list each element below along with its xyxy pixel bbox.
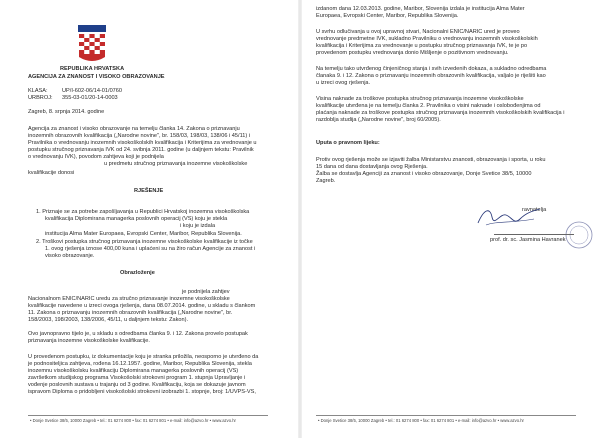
reasoning-title: Obrazloženje <box>120 270 155 276</box>
header-agency: AGENCIJA ZA ZNANOST I VISOKO OBRAZOVANJE <box>28 74 165 80</box>
intro-line: o vrednovanju IVK), povodom zahtjeva koji je podnijela <box>28 154 164 160</box>
decision-item-line: i koju je izdala <box>180 223 216 229</box>
paragraph-line: Visina naknade za troškove postupka stručnog priznavanja inozemne visokoškolske <box>316 96 524 102</box>
intro-line: Pravilnika o vrednovanju inozemnih visokoškolskih kvalifikacija i Kriterijima za vrednovanje u <box>28 140 257 146</box>
legal-remedy-title: Uputa o pravnom lijeku: <box>316 140 380 146</box>
paragraph-line: članaka 9. i 12. Zakona o priznavanju inozemnih obrazovnih kvalifikacija, valjalo je riješiti kao <box>316 73 546 79</box>
paragraph-line: kvalifikacije utvrđena je na temelju članka 2. Pravilnika o visini naknade i oslobođenjima od <box>316 103 541 109</box>
paragraph-line: kvalifikacija i Kriterijima za vrednovanje u postupku stručnog priznavanja IVK, te je po <box>316 43 528 49</box>
footer-divider <box>316 415 576 416</box>
footer-divider <box>28 415 268 416</box>
legal-remedy-line: Protiv ovog rješenja može se izjaviti žalba Ministarstvu znanosti, obrazovanja i sporta, u roku <box>316 157 546 163</box>
reasoning-line: Nacionalnom ENIC/NARIC uredu za stručno priznavanje inozemne visokoškolske <box>28 296 230 302</box>
signatory-name: prof. dr. sc. Jasmina Havranek <box>490 237 566 243</box>
decision-item-line: 2. Troškovi postupka stručnog priznavanja inozemne visokoškolske kvalifikacije iz točke <box>36 239 253 245</box>
croatian-coat-of-arms-icon <box>74 24 110 64</box>
page-two <box>304 0 600 438</box>
page-one <box>0 0 296 438</box>
page-footer: • Donje Svetice 38/5, 10000 Zagreb • tel.: 01 6274 800 • fax: 01 6274 801 • e-mail: info@azvo.hr • www.azvo.hr <box>318 418 524 423</box>
reasoning-line: 11. Zakona o priznavanju inozemnih obrazovnih kvalifikacija („Narodne novine", br. <box>28 310 233 316</box>
reasoning-line: 158/2003, 198/2003, 138/2006, 45/11, u daljnjem tekstu: Zakon). <box>28 317 189 323</box>
reasoning-line: inozemnu visokoškolsku kvalifikaciju Diplomirana managerka poslovnih operacij (VS) <box>28 368 239 374</box>
decision-item-line: kvalifikacija Diplomirana managerka poslovnih operacij (VS) koju je stekla <box>45 216 228 222</box>
reasoning-line: kvalifikacije navedene u izreci ovoga rješenja, dana 08.07.2014. godine, u skladu s člankom <box>28 303 256 309</box>
paragraph-line: u izreci ovog rješenja. <box>316 80 371 86</box>
paragraph-line: Europaea, Evropski Center, Maribor, Republika Slovenija. <box>316 13 459 19</box>
paragraph-line: izdanom dana 12.03.2013. godine, Maribor, Slovenija izdala je institucija Alma Mater <box>316 6 525 12</box>
klasa-label: KLASA: <box>28 88 48 94</box>
reasoning-line: ispravom Diploma o pridobljeni visokošolski strokovni izobrazbi 1. stopnje, broj: 1/UVPS-VS, <box>28 389 256 395</box>
intro-line: kvalifikacije donosi <box>28 170 75 176</box>
agency-stamp-icon <box>564 220 594 250</box>
reasoning-line: je podnijela zahtjev <box>182 289 230 295</box>
header-republic: REPUBLIKA HRVATSKA <box>60 66 125 72</box>
reasoning-line: vođenje poslovnih sustava u trajanju od 3 godine. Kvalifikaciju, koja se dokazuje javnom <box>28 382 246 388</box>
urbroj-value: 355-03-01/20-14-0003 <box>62 95 118 101</box>
intro-line: inozemnih obrazovnih kvalifikacija („Narodne novine", br. 158/03, 198/03, 138/06 i 45/11) i <box>28 133 251 139</box>
decision-title: RJEŠENJE <box>134 188 164 194</box>
reasoning-line: završetkom studijskog programa Visokošolski strokovni program 1. stupnja Upravljanje i <box>28 375 246 381</box>
page-footer: • Donje Svetice 38/5, 10000 Zagreb • tel.: 01 6274 800 • fax: 01 6274 801 • e-mail: info@azvo.hr • www.azvo.hr <box>30 418 236 423</box>
reasoning-line: Ovo javnopravno tijelo je, u skladu s odredbama članka 9. i 12. Zakona provelo postupak <box>28 331 248 337</box>
urbroj-label: URBROJ: <box>28 95 53 101</box>
legal-remedy-line: Zagreb. <box>316 178 336 184</box>
legal-remedy-line: 15 dana od dana dostavljanja ovog Rješenja. <box>316 164 428 170</box>
decision-item-line: 1. ovog rješenja iznose 400,00 kuna i uplaćeni su na žiro račun Agencije za znanost i <box>45 246 256 252</box>
klasa-value: UP/I-602-06/14-01/0760 <box>62 88 123 94</box>
handwritten-signature-icon <box>474 203 547 231</box>
intro-line: postupku stručnog priznavanja IVK od 24. svibnja 2011. godine (u daljnjem tekstu: Pravilnik <box>28 147 254 153</box>
paragraph-line: Na temelju tako utvrđenog činjeničnog stanja i svih izvedenih dokaza, a sukladno odredbama <box>316 66 547 72</box>
decision-item-line: 1. Priznaje se za potrebe zapošljavanja u Republici Hrvatskoj inozemna visokoškolska <box>36 209 250 215</box>
signature-role: ravnatelja <box>522 207 547 213</box>
document-date: Zagreb, 8. srpnja 2014. godine <box>28 109 105 115</box>
decision-item-line: institucija Alma Mater Europaea, Evropski Center, Maribor, Republika Slovenija. <box>45 231 242 237</box>
paragraph-line: plaćanja naknade za troškove postupka stručnog priznavanja inozemnih visokoškolskih kvalifikacija i <box>316 110 565 116</box>
signature-line <box>494 234 574 235</box>
reasoning-line: priznavanja inozemne visokoškolske kvalifikacije. <box>28 338 150 344</box>
page-gutter <box>298 0 302 438</box>
paragraph-line: provedenom postupku vrednovanja donio Mišljenje o pozitivnom vrednovanju. <box>316 50 509 56</box>
decision-item-line: visoko obrazovanje. <box>45 253 95 259</box>
paragraph-line: vrednovanje predmetne IVK, sukladno Pravilniku o vrednovanju inozemnih visokoškolskih <box>316 36 538 42</box>
paragraph-line: razdoblja studija („Narodne novine", broj 60/2005). <box>316 117 441 123</box>
reasoning-line: je podnositeljica zahtjeva, rođena 16.12.1957. godine, Maribor, Republika Slovenija, stekla <box>28 361 252 367</box>
intro-line: Agencija za znanost i visoko obrazovanje na temelju članka 14. Zakona o priznavanju <box>28 126 240 132</box>
intro-line: u predmetu stručnog priznavanja inozemne visokoškolske <box>104 161 248 167</box>
paragraph-line: U svrhu odlučivanja u ovoj upravnoj stvari, Nacionalni ENIC/NARIC ured je proveo <box>316 29 520 35</box>
legal-remedy-line: Žalba se dostavlja Agenciji za znanost i visoko obrazovanje, Donje Svetice 38/5, 10000 <box>316 171 532 177</box>
reasoning-line: U provedenom postupku, iz dokumentacije koju je stranka priložila, neosporno je utvrđeno da <box>28 354 259 360</box>
